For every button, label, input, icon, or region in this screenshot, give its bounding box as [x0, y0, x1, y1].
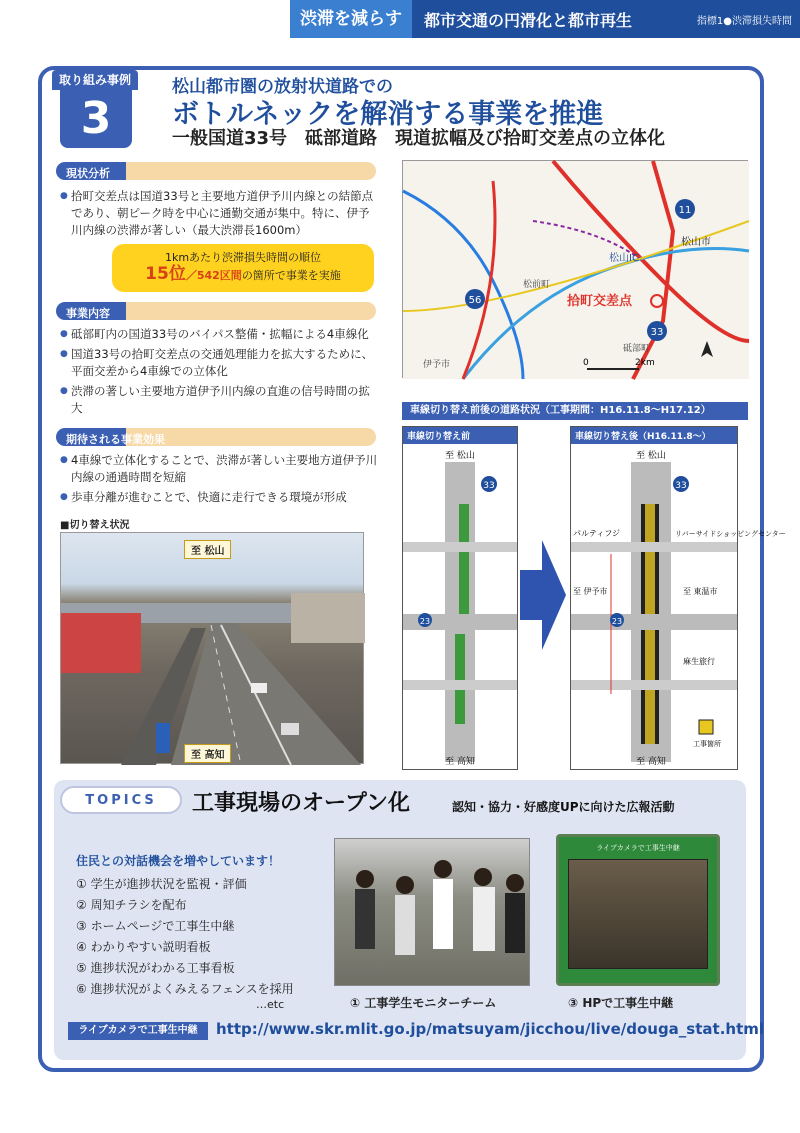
map-label-intersection: 拾町交差点 — [567, 294, 633, 309]
student-team-photo — [334, 838, 530, 986]
before-road-drawing — [403, 444, 517, 766]
bullet: ● 渋滞の著しい主要地方道伊予川内線の直進の信号時間の拡大 — [60, 383, 380, 417]
caption-student-team: ① 工事学生モニターチーム — [350, 996, 497, 1010]
after-note-toon: 至 東温市 — [683, 587, 718, 596]
callout-tail: の箇所で事業を実施 — [241, 269, 341, 282]
map-route-56: 56 — [468, 295, 482, 306]
after-note-aso: 麻生旅行 — [683, 657, 715, 666]
list-item: ⑥ 進捗状況がよくみえるフェンスを採用 — [76, 982, 294, 996]
after-note-fuji: パルティフジ — [573, 529, 621, 538]
list-item: ② 周知チラシを配布 — [76, 898, 187, 912]
after-to-kochi: 至 高知 — [636, 757, 666, 767]
map-route-11: 11 — [678, 205, 692, 216]
topics-heading: 住民との対話機会を増やしています！ — [76, 854, 281, 868]
map-label-iyo: 伊予市 — [423, 360, 451, 370]
effects-bullets — [60, 452, 380, 506]
after-route-23: 23 — [611, 617, 623, 626]
map-label-ic: 松山IC — [609, 253, 639, 264]
status-bullets — [60, 188, 380, 239]
callout-rank: 15位 — [145, 264, 186, 284]
bullet: ● 国道33号の拾町交差点の交通処理能力を拡大するために、平面交差から4車線での立体化 — [60, 346, 380, 380]
title-line2: ボトルネックを解消する事業を推進 — [172, 99, 604, 130]
live-camera-url[interactable]: http://www.skr.mlit.go.jp/matsuyam/jicchou/live/douga_stat.html — [216, 1020, 765, 1038]
topics-title: 工事現場のオープン化 — [192, 791, 411, 816]
topics-logo — [60, 786, 182, 814]
rank-callout — [112, 244, 374, 292]
list-item: ① 学生が進捗状況を監視・評価 — [76, 877, 247, 891]
page-header — [290, 0, 800, 38]
list-item: ③ ホームページで工事生中継 — [76, 919, 235, 933]
section-contents-heading: 事業内容 — [56, 302, 376, 320]
title-line3: 一般国道33号 砥部道路 現道拡幅及び拾町交差点の立体化 — [172, 128, 666, 149]
after-label: 車線切り替え後（H16.11.8～） — [571, 427, 737, 444]
case-number: 3 — [60, 90, 132, 148]
map-scale-0: 0 — [583, 358, 589, 368]
arrow-right-icon — [520, 540, 566, 650]
list-item: ⑤ 進捗状況がわかる工事看板 — [76, 961, 235, 975]
diagram-header: 車線切り替え前後の道路状況（工事期間：H16.11.8～H17.12） — [402, 402, 748, 420]
case-label: 取り組み事例 — [52, 70, 138, 90]
url-label: ライブカメラで工事生中継 — [68, 1022, 208, 1040]
section-status-heading: 現状分析 — [56, 162, 376, 180]
bullet: ● 4車線で立体化することで、渋滞が著しい主要地方道伊予川内線の通過時間を短縮 — [60, 452, 380, 486]
map-label-matsuyama: 松山市 — [681, 237, 711, 248]
bullet: ● 歩車分離が進むことで、快適に走行できる環境が形成 — [60, 489, 380, 506]
topics-etc: …etc — [256, 998, 285, 1011]
after-to-matsuyama: 至 松山 — [636, 451, 666, 461]
after-legend-construction: 工事箇所 — [693, 740, 721, 748]
map-drawing — [403, 161, 749, 379]
after-note-riverside: リバーサイドショッピングセンター — [675, 530, 786, 538]
road-photo-drawing — [61, 533, 365, 765]
header-tag: 渋滞を減らす — [290, 0, 412, 38]
topics-list — [76, 874, 294, 1000]
contents-bullets — [60, 326, 380, 417]
caption-live: ③ HPで工事生中継 — [568, 996, 674, 1010]
after-route-33: 33 — [675, 481, 687, 491]
screen-title: ライブカメラで工事生中継 — [596, 844, 680, 852]
before-panel — [402, 426, 518, 770]
bullet: ● 砥部町内の国道33号のバイパス整備・拡幅による4車線化 — [60, 326, 380, 343]
title-line1: 松山都市圏の放射状道路での — [172, 77, 393, 97]
camera-view — [568, 859, 708, 969]
map-label-tobe: 砥部町 — [623, 344, 651, 354]
photo-to-matsuyama: 至 松山 — [184, 540, 231, 559]
before-to-matsuyama: 至 松山 — [445, 451, 475, 461]
before-route-23: 23 — [419, 617, 431, 626]
before-route-33: 33 — [483, 481, 495, 491]
photo-caption: ■切り替え状況 — [60, 520, 130, 531]
before-label: 車線切り替え前 — [403, 427, 517, 444]
map-route-33: 33 — [650, 327, 664, 338]
bullet: ● 拾町交差点は国道33号と主要地方道伊予川内線との結節点であり、朝ピーク時を中心に通勤交通が集中。特に、伊予川内線の渋滞が著しい（最大渋滞長1600m） — [60, 188, 380, 239]
topics-logo-text: TOPICS — [85, 792, 157, 808]
after-panel — [570, 426, 786, 770]
live-camera-screen — [556, 834, 720, 986]
road-photo — [60, 532, 364, 764]
photo-to-kochi: 至 高知 — [184, 744, 231, 763]
map-scale-2km: 2km — [635, 358, 655, 368]
after-note-iyo: 至 伊予市 — [573, 587, 608, 596]
section-effects-heading: 期待される事業効果 — [56, 428, 376, 446]
header-title: 都市交通の円滑化と都市再生 — [424, 10, 633, 30]
after-road-drawing — [571, 444, 786, 767]
list-item: ④ わかりやすい説明看板 — [76, 940, 211, 954]
callout-line1: 1kmあたり渋滞損失時間の順位 — [164, 251, 322, 264]
area-map — [402, 160, 748, 378]
callout-total: ／542区間 — [185, 269, 242, 282]
topics-subtitle: 認知・協力・好感度UPに向けた広報活動 — [452, 800, 675, 814]
people-drawing — [335, 839, 531, 987]
map-label-masaki: 松前町 — [523, 280, 551, 290]
before-to-kochi: 至 高知 — [445, 757, 475, 767]
header-index: 指標1●渋滞損失時間 — [696, 15, 792, 27]
